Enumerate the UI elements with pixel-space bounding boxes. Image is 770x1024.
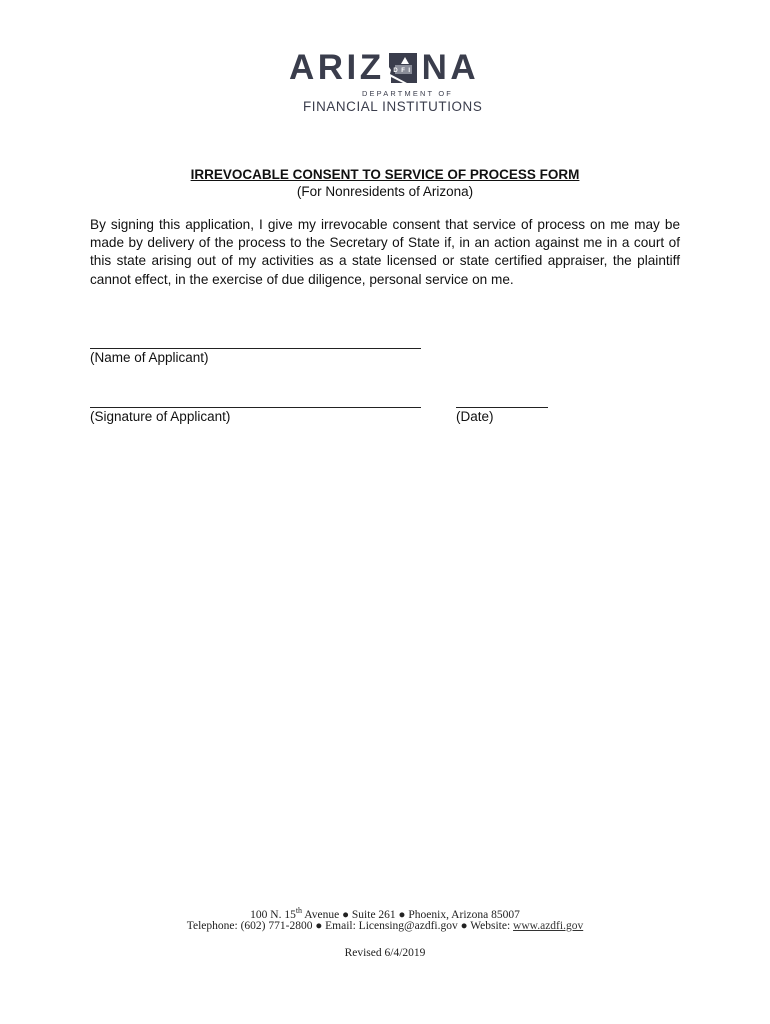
- address-ordinal: th: [295, 906, 303, 915]
- date-label: (Date): [456, 409, 494, 424]
- logo-word-right: NA: [421, 48, 480, 87]
- footer-contact: [0, 920, 770, 932]
- form-title: IRREVOCABLE CONSENT TO SERVICE OF PROCESS FORM: [190, 167, 580, 182]
- name-of-applicant-line[interactable]: [90, 348, 421, 349]
- form-subtitle: (For Nonresidents of Arizona): [296, 184, 474, 199]
- logo-agency-line: FINANCIAL INSTITUTIONS: [303, 99, 483, 114]
- signature-of-applicant-line[interactable]: [90, 407, 421, 408]
- name-of-applicant-label: (Name of Applicant): [90, 350, 209, 365]
- consent-paragraph: By signing this application, I give my irrevocable consent that service of process on me may be made by delivery of the process to the Secretary of State if, in an action against me in a court of this state arising out of my activities as a state licensed or state certified appraiser, the plaintiff cannot effect, in the exercise of due diligence, personal service on me.: [90, 217, 680, 287]
- agency-logo: [0, 48, 770, 120]
- footer-address: [0, 906, 770, 921]
- logo-wordmark: [289, 48, 481, 88]
- contact-text: Telephone: (602) 771-2800 ● Email: Licensing@azdfi.gov ● Website:: [186, 920, 514, 932]
- logo-word-left: ARIZ: [289, 48, 385, 87]
- signature-of-applicant-label: (Signature of Applicant): [90, 409, 231, 424]
- date-line[interactable]: [456, 407, 548, 408]
- logo-department-line: DEPARTMENT OF: [362, 89, 454, 98]
- arizona-state-mark-icon: [387, 52, 419, 84]
- revised-date: Revised 6/4/2019: [344, 947, 426, 959]
- address-rest: Avenue ● Suite 261 ● Phoenix, Arizona 85007: [302, 908, 520, 921]
- address-street: 100 N. 15: [250, 908, 296, 921]
- logo-mark-text: DFI: [393, 68, 414, 74]
- website-link[interactable]: www.azdfi.gov: [513, 920, 584, 932]
